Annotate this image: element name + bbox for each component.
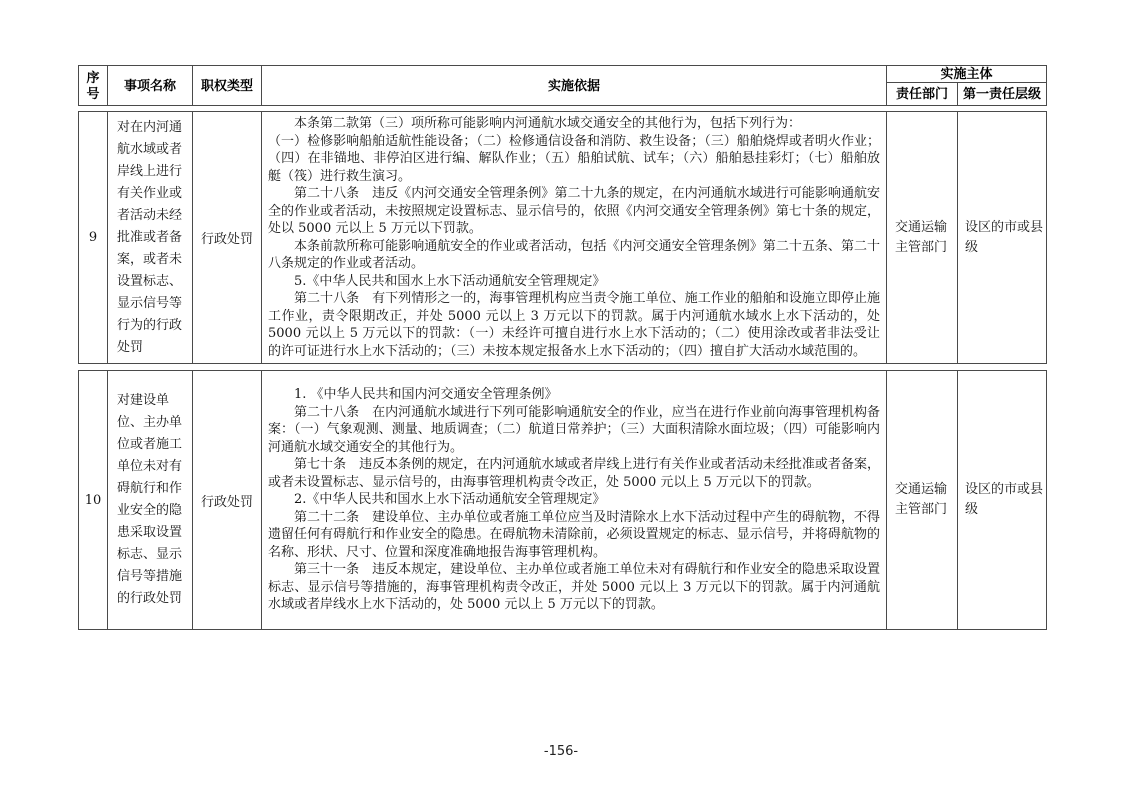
row10-item-name: 对建设单位、主办单位或者施工单位未对有碍航行和作业安全的隐患采取设置标志、显示信号等措施的行政处罚 [108, 371, 193, 630]
page-number: -156- [543, 744, 579, 759]
row9-serial-number: 9 [79, 112, 108, 364]
header-first-responsibility-level: 第一责任层级 [958, 83, 1047, 106]
basis-paragraph: 第二十八条 违反《内河交通安全管理条例》第二十九条的规定，在内河通航水域进行可能影响通航安全的作业或者活动，未按照规定设置标志、显示信号的，依照《内河交通安全管理条例》第七十条的规定，处以 5000 元以上 5 万元以下罚款。 [268, 186, 880, 236]
row10-serial-number: 10 [79, 371, 108, 630]
basis-paragraph: 1. 《中华人民共和国内河交通安全管理条例》 [294, 387, 558, 403]
header-implementation-basis: 实施依据 [262, 66, 887, 106]
table-header [78, 65, 1047, 106]
row10-first-responsibility-level: 设区的市或县级 [958, 371, 1047, 630]
basis-paragraph: 第三十一条 违反本规定，建设单位、主办单位或者施工单位未对有碍航行和作业安全的隐患采取设置标志、显示信号等措施的，海事管理机构责令改正，并处 5000 元以上 3 万元以下的罚款。属于内河通航水域或者岸线水上水下活动的，处 5000 元以上 5 万元以下的罚款。 [268, 562, 880, 613]
table-row [78, 370, 1047, 630]
row10-implementation-basis [262, 371, 887, 630]
basis-paragraph: 第七十条 违反本条例的规定，在内河通航水域或者岸线上进行有关作业或者活动未经批准或者备案，或者未设置标志、显示信号的，由海事管理机构责令改正，处 5000 元以上 5 万元以下的罚款。 [268, 457, 880, 490]
header-serial-number: 序号 [79, 66, 108, 106]
table-row [78, 111, 1047, 364]
header-item-name: 事项名称 [108, 66, 193, 106]
row10-responsible-department: 交通运输主管部门 [887, 371, 958, 630]
basis-paragraph: 5.《中华人民共和国水上水下活动通航安全管理规定》 [294, 273, 606, 289]
basis-paragraph: 第二十八条 有下列情形之一的，海事管理机构应当责令施工单位、施工作业的船舶和设施立即停止施工作业，责令限期改正，并处 5000 元以上 3 万元以下的罚款。属于内河通航水域水上水下活动的，处 5000 元以上 5 万元以下的罚款：（一）未经许可擅自进行水上水下活动的；（二）使用涂改或者非法受让的许可证进行水上水下活动的；（三）未按本规定报备水上水下活动的；（四）擅自扩大活动水域范围的。 [268, 291, 880, 359]
row9-first-responsibility-level: 设区的市或县级 [958, 112, 1047, 364]
authority-matters-table [78, 65, 1046, 630]
basis-paragraph: 本条第二款第（三）项所称可能影响内河通航水域交通安全的其他行为，包括下列行为： [294, 116, 802, 131]
basis-paragraph: 第二十二条 建设单位、主办单位或者施工单位应当及时清除水上水下活动过程中产生的碍航物，不得遗留任何有碍航行和作业安全的隐患。在碍航物未清除前，必须设置规定的标志、显示信号，并将碍航物的名称、形状、尺寸、位置和深度准确地报告海事管理机构。 [268, 509, 880, 560]
header-authority-type: 职权类型 [193, 66, 262, 106]
row9-authority-type: 行政处罚 [193, 112, 262, 364]
basis-paragraph: （一）检修影响船舶适航性能设备；（二）检修通信设备和消防、救生设备；（三）船舶烧焊或者明火作业；（四）在非锚地、非停泊区进行编、解队作业；（五）船舶试航、试车；（六）船舶悬挂彩灯；（七）船舶放艇（筏）进行救生演习。 [268, 133, 880, 184]
row9-responsible-department: 交通运输主管部门 [887, 112, 958, 364]
header-responsible-department: 责任部门 [887, 83, 958, 106]
basis-paragraph: 第二十八条 在内河通航水域进行下列可能影响通航安全的作业，应当在进行作业前向海事管理机构备案：（一）气象观测、测量、地质调查；（二）航道日常养护；（三）大面积清除水面垃圾；（四）可能影响内河通航水域交通安全的其他行为。 [268, 404, 880, 455]
row9-implementation-basis [262, 112, 887, 364]
row10-authority-type: 行政处罚 [193, 371, 262, 630]
header-implementation-subject: 实施主体 [887, 66, 1047, 83]
basis-paragraph: 2.《中华人民共和国水上水下活动通航安全管理规定》 [294, 492, 606, 508]
row9-item-name: 对在内河通航水域或者岸线上进行有关作业或者活动未经批准或者备案，或者未设置标志、显示信号等行为的行政处罚 [108, 112, 193, 364]
basis-paragraph: 本条前款所称可能影响通航安全的作业或者活动，包括《内河交通安全管理条例》第二十五条、第二十八条规定的作业或者活动。 [268, 238, 880, 271]
